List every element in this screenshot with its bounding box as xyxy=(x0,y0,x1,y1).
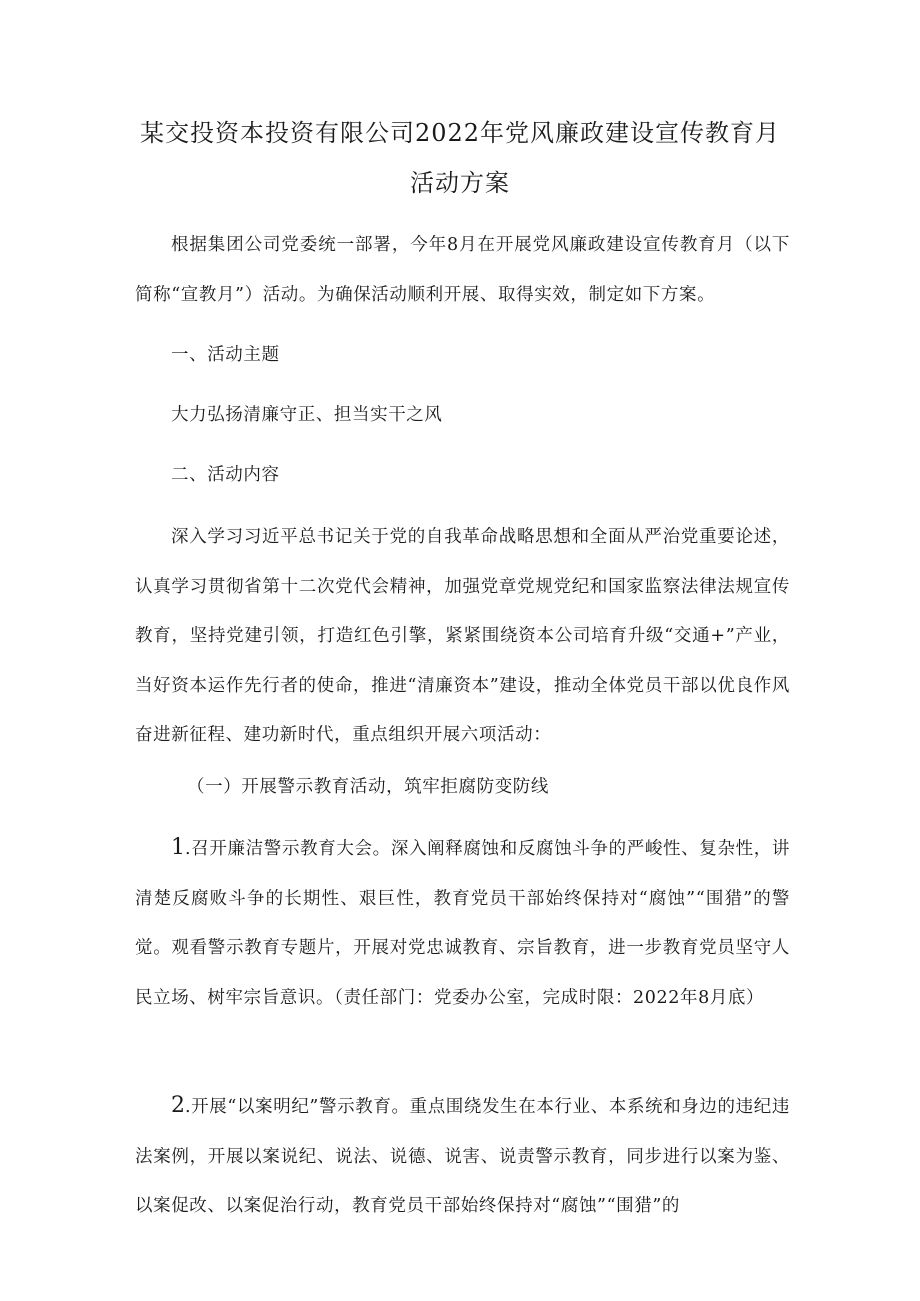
section1-heading: 一、活动主题 xyxy=(171,345,280,365)
item2-paragraph xyxy=(135,1081,790,1232)
item1-paragraph xyxy=(135,823,790,1023)
section1-theme: 大力弘扬清廉守正、担当实干之风 xyxy=(171,405,443,425)
section2-heading: 二、活动内容 xyxy=(171,465,280,485)
item1-text: .召开廉洁警示教育大会。深入阐释腐蚀和反腐蚀斗争的严峻性、复杂性，讲清楚反腐败斗争的长期性、艰巨性，教育党员干部始终保持对“腐蚀”“围猎”的警觉。观看警示教育专题片，开展对党忠诚教育、宗旨教育，进一步教育党员坚守人民立场、树牢宗旨意识。（责任部门：党委办公室，完成时限：2022年8月底） xyxy=(135,839,790,1008)
document-title-line1: 某交投资本投资有限公司2022年党风廉政建设宣传教育月 xyxy=(139,119,781,147)
subsection1-heading: （一）开展警示教育活动，筑牢拒腐防变防线 xyxy=(187,777,549,797)
item1-number: 1 xyxy=(171,835,185,860)
section2-body: 深入学习习近平总书记关于党的自我革命战略思想和全面从严治党重要论述，认真学习贯彻省第十二次党代会精神，加强党章党规党纪和国家监察法律法规宣传教育，坚持党建引领，打造红色引擎，紧紧围绕资本公司培育升级“交通+”产业，当好资本运作先行者的使命，推进“清廉资本”建设，推动全体党员干部以优良作风奋进新征程、建功新时代，重点组织开展六项活动： xyxy=(135,527,790,745)
intro-paragraph: 根据集团公司党委统一部署，今年8月在开展党风廉政建设宣传教育月（以下简称“宣教月”）活动。为确保活动顺利开展、取得实效，制定如下方案。 xyxy=(135,235,790,305)
item2-number: 2 xyxy=(171,1093,185,1118)
document-title-line2: 活动方案 xyxy=(410,169,510,197)
item2-text: .开展“以案明纪”警示教育。重点围绕发生在本行业、本系统和身边的违纪违法案例，开展以案说纪、说法、说德、说害、说责警示教育，同步进行以案为鉴、以案促改、以案促治行动，教育党员干部始终保持对“腐蚀”“围猎”的 xyxy=(135,1097,790,1216)
